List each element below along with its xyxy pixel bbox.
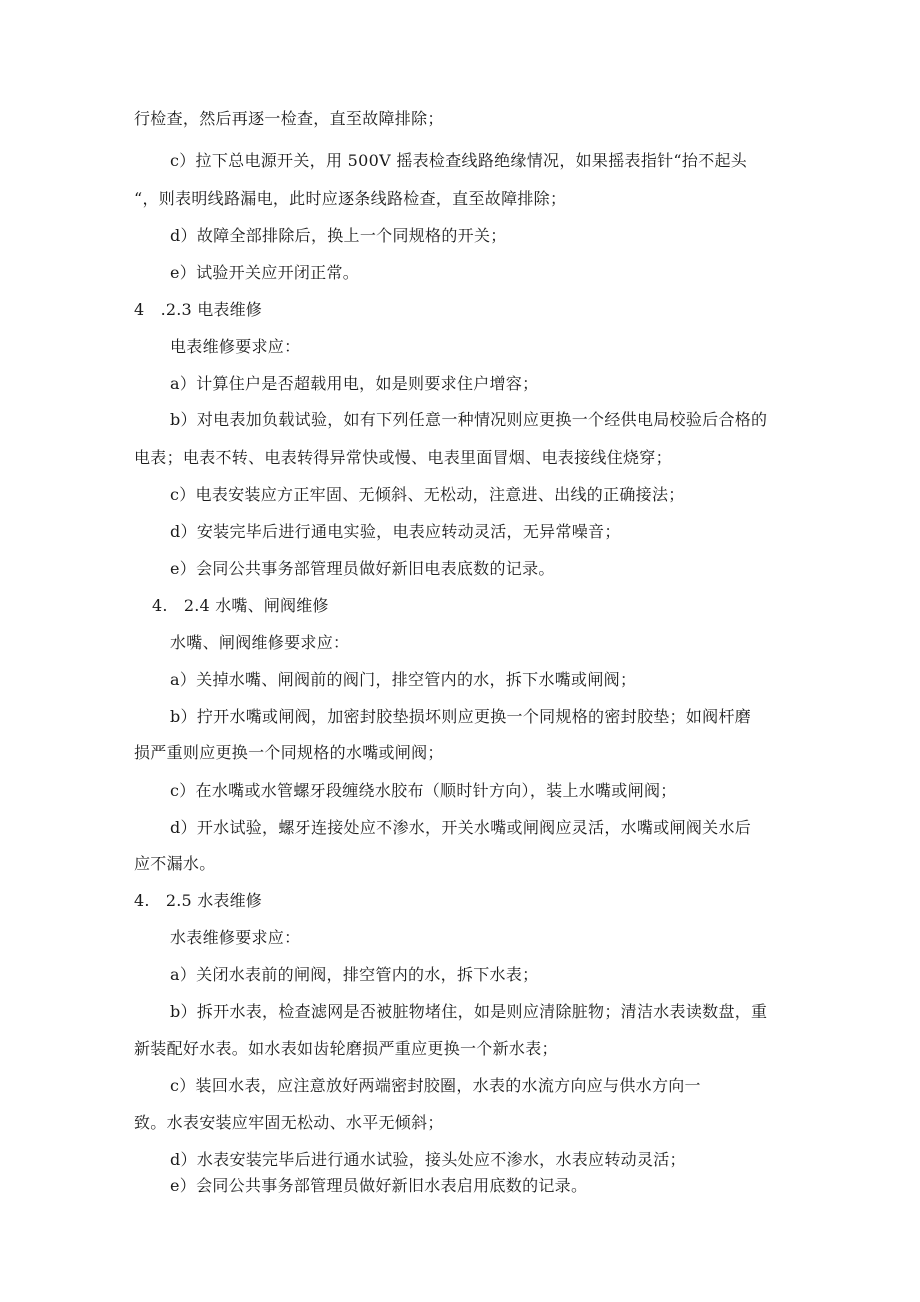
section-heading-4-2-4: 4. 2.4 水嘴、闸阀维修 [152,596,329,615]
text-line-3: “，则表明线路漏电，此时应逐条线路检查，直至故障排除； [134,189,567,208]
text-line-20: d）开水试验，螺牙连接处应不渗水，开关水嘴或闸阀应灵活，水嘴或闸阀关水后 [170,818,752,837]
text-line-17: b）拧开水嘴或闸阀，加密封胶垫损坏则应更换一个同规格的密封胶垫；如阀杆磨 [170,707,752,726]
text-line-10: 电表；电表不转、电表转得异常快或慢、电表里面冒烟、电表接线住烧穿； [134,448,672,467]
text-line-27: c）装回水表，应注意放好两端密封胶圈，水表的水流方向应与供水方向一 [170,1076,701,1095]
text-line-7: 电表维修要求应： [170,337,301,356]
text-line-8: a）计算住户是否超载用电，如是则要求住户增容； [170,374,539,393]
section-heading-4-2-3: 4 .2.3 电表维修 [134,300,262,319]
text-line-5: e）试验开关应开闭正常。 [170,263,360,282]
text-line-16: a）关掉水嘴、闸阀前的阀门，排空管内的水，拆下水嘴或闸阀； [170,670,637,689]
text-line-26: 新装配好水表。如水表如齿轮磨损严重应更换一个新水表； [134,1039,558,1058]
text-line-19: c）在水嘴或水管螺牙段缠绕水胶布（顺时针方向），装上水嘴或闸阀； [170,781,677,800]
text-line-28: 致。水表安装应牢固无松动、水平无倾斜； [134,1113,444,1132]
text-line-4: d）故障全部排除后，换上一个同规格的开关； [170,226,507,245]
text-line-30: e）会同公共事务部管理员做好新旧水表启用底数的记录。 [170,1176,588,1195]
text-line-2: c）拉下总电源开关，用 500V 摇表检查线路绝缘情况，如果摇表指针“抬不起头 [170,151,748,170]
text-line-13: e）会同公共事务部管理员做好新旧电表底数的记录。 [170,559,555,578]
text-line-25: b）拆开水表，检查滤网是否被脏物堵住，如是则应清除脏物；清洁水表读数盘，重 [170,1002,768,1021]
text-line-9: b）对电表加负载试验，如有下列任意一种情况则应更换一个经供电局校验后合格的 [170,410,768,429]
text-line-15: 水嘴、闸阀维修要求应： [170,633,350,652]
text-line-12: d）安装完毕后进行通电实验，电表应转动灵活，无异常噪音； [170,522,621,541]
text-line-18: 损严重则应更换一个同规格的水嘴或闸阀； [134,743,444,762]
text-line-11: c）电表安装应方正牢固、无倾斜、无松动，注意进、出线的正确接法； [170,485,685,504]
section-heading-4-2-5: 4. 2.5 水表维修 [134,891,262,910]
text-line-21: 应不漏水。 [134,854,216,873]
text-line-24: a）关闭水表前的闸阀，排空管内的水，拆下水表； [170,965,539,984]
text-line-29: d）水表安装完毕后进行通水试验，接头处应不渗水，水表应转动灵活； [170,1150,686,1169]
text-line-1: 行检查，然后再逐一检查，直至故障排除； [134,109,444,128]
text-line-23: 水表维修要求应： [170,928,301,947]
